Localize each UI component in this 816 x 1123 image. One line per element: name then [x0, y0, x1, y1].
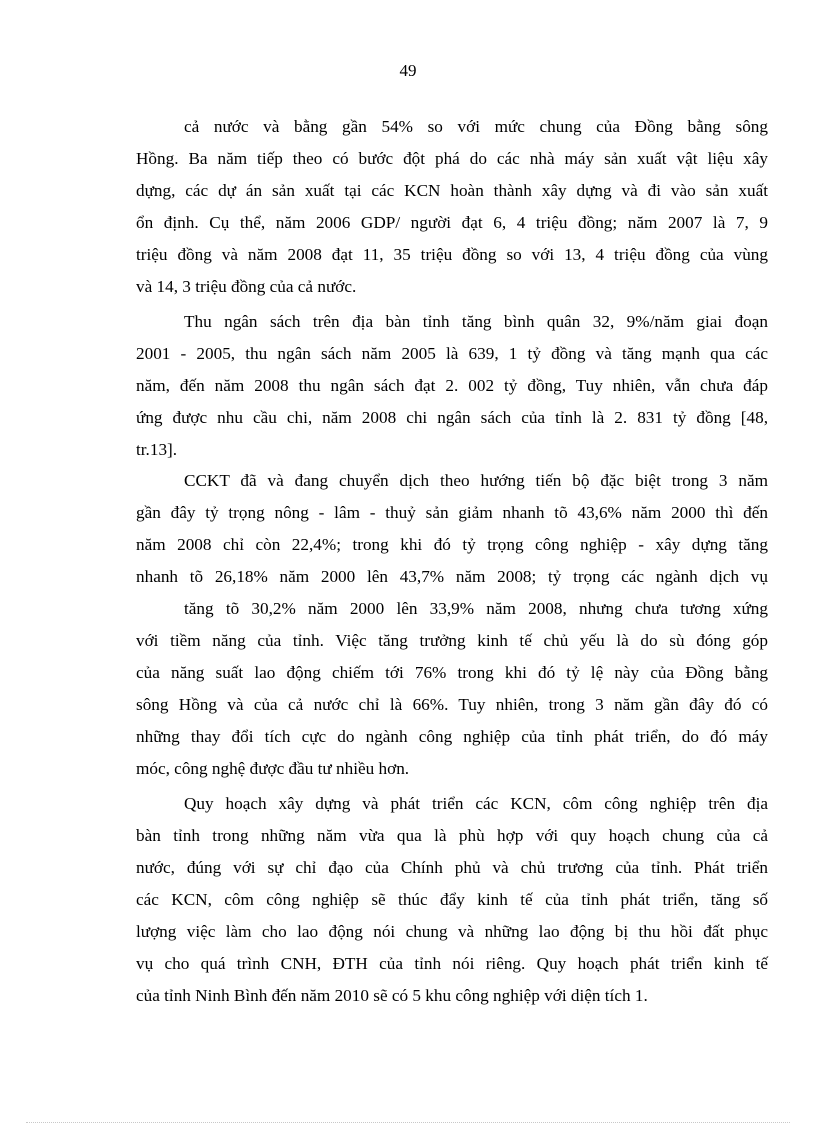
text-line: nhanh tõ 26,18% năm 2000 lên 43,7% năm 2008; tỷ trọng các ngành dịch vụ [136, 567, 768, 586]
text-line: năm 2008 chỉ còn 22,4%; trong khi đó tỷ trọng công nghiệp - xây dựng tăng [136, 535, 768, 554]
text-line: gần đây tỷ trọng nông - lâm - thuỷ sản giảm nhanh tõ 43,6% năm 2000 thì đến [136, 503, 768, 522]
text-line: tăng tõ 30,2% năm 2000 lên 33,9% năm 2008, nhưng chưa tương xứng [184, 599, 768, 618]
text-line: với tiềm năng của tỉnh. Việc tăng trưởng kinh tế chủ yếu là do sù đóng góp [136, 631, 768, 650]
text-line: sông Hồng và của cả nước chỉ là 66%. Tuy nhiên, trong 3 năm gần đây đó có [136, 695, 768, 714]
text-line: của năng suất lao động chiếm tới 76% trong khi đó tỷ lệ này của Đồng bằng [136, 663, 768, 682]
text-line: của tỉnh Ninh Bình đến năm 2010 sẽ có 5 khu công nghiệp với diện tích 1. [136, 986, 648, 1005]
text-line: những thay đổi tích cực do ngành công nghiệp của tỉnh phát triển, do đó máy [136, 727, 768, 746]
text-line: lượng việc làm cho lao động nói chung và những lao động bị thu hồi đất phục [136, 922, 768, 941]
text-line: triệu đồng và năm 2008 đạt 11, 35 triệu đồng so với 13, 4 triệu đồng của vùng [136, 245, 768, 264]
text-line: và 14, 3 triệu đồng của cả nước. [136, 277, 357, 296]
text-line: năm, đến năm 2008 thu ngân sách đạt 2. 002 tỷ đồng, Tuy nhiên, vẫn chưa đáp [136, 376, 768, 395]
text-line: ổn định. Cụ thể, năm 2006 GDP/ người đạt 6, 4 triệu đồng; năm 2007 là 7, 9 [136, 213, 768, 232]
page-number: 49 [399, 61, 417, 80]
text-line: móc, công nghệ được đầu tư nhiều hơn. [136, 759, 410, 778]
text-line: Hồng. Ba năm tiếp theo có bước đột phá do các nhà máy sản xuất vật liệu xây [136, 149, 768, 168]
text-line: Quy hoạch xây dựng và phát triển các KCN, côm công nghiệp trên địa [184, 794, 768, 813]
text-line: tr.13]. [136, 440, 178, 459]
text-line: 2001 - 2005, thu ngân sách năm 2005 là 639, 1 tỷ đồng và tăng mạnh qua các [136, 344, 768, 363]
text-line: cả nước và bằng gần 54% so với mức chung của Đồng bằng sông [184, 117, 768, 136]
text-line: các KCN, côm công nghiệp sẽ thúc đẩy kinh tế của tỉnh phát triển, tăng số [136, 890, 768, 909]
text-line: bàn tỉnh trong những năm vừa qua là phù hợp với quy hoạch chung của cả [136, 826, 768, 845]
text-line: dựng, các dự án sản xuất tại các KCN hoàn thành xây dựng và đi vào sản xuất [136, 181, 768, 200]
text-line: nước, đúng với sự chỉ đạo của Chính phủ và chủ trương của tỉnh. Phát triển [136, 858, 768, 877]
text-line: vụ cho quá trình CNH, ĐTH của tỉnh nói riêng. Quy hoạch phát triển kinh tế [136, 954, 768, 973]
text-line: ứng được nhu cầu chi, năm 2008 chi ngân sách của tỉnh là 2. 831 tỷ đồng [48, [136, 408, 768, 427]
text-line: Thu ngân sách trên địa bàn tỉnh tăng bình quân 32, 9%/năm giai đoạn [184, 312, 768, 331]
text-line: CCKT đã và đang chuyển dịch theo hướng tiến bộ đặc biệt trong 3 năm [184, 471, 768, 490]
